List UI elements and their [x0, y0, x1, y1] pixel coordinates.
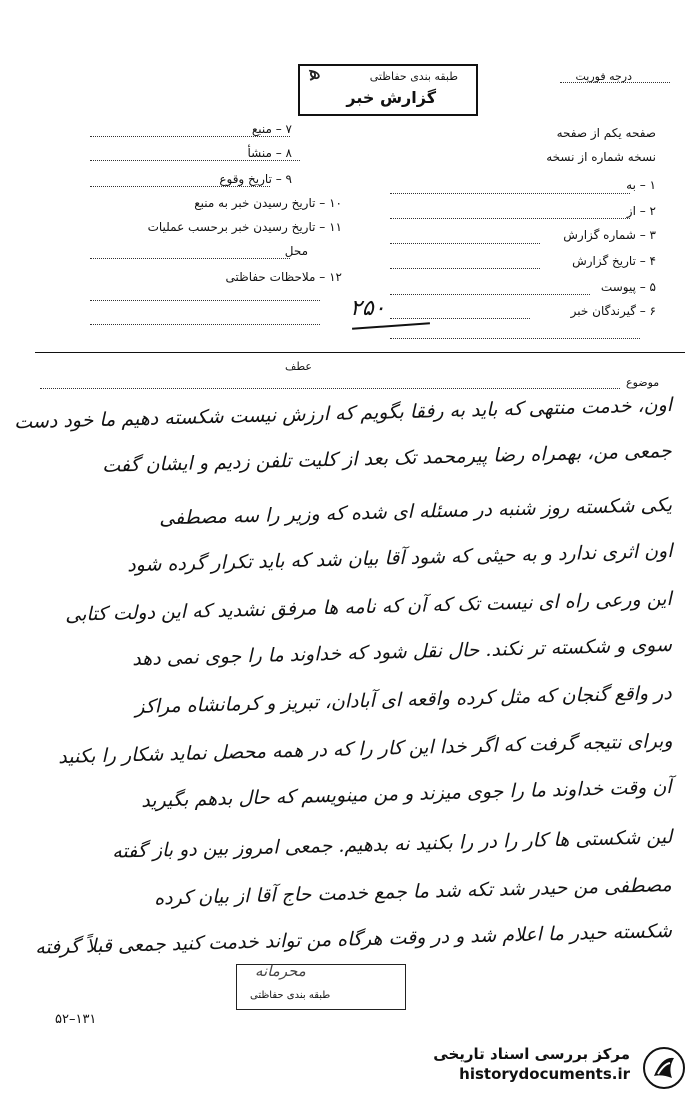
brand-name: مرکز بررسی اسناد تاریخی	[433, 1045, 630, 1063]
field-source: ۷ – منبع	[251, 122, 292, 136]
field-to: ۱ – به	[626, 178, 656, 192]
field-to-dots	[390, 193, 630, 194]
section-divider	[35, 352, 685, 353]
field-report-no: ۳ – شماره گزارش	[563, 228, 656, 242]
field-origin: ۸ – منشأ	[247, 146, 292, 160]
body-line-10: لین شکستی ها کار را در را بکنید نه بدهیم. جمعی امروز بین دو باز گفته	[111, 826, 673, 863]
classification-label: طبقه بندی حفاظتی	[369, 70, 458, 83]
brand-url[interactable]: historydocuments.ir	[459, 1065, 630, 1083]
body-line-6: سوی و شکسته تر نکند. حال نقل شود که خداوند ما را جوی نمی دهد	[132, 634, 673, 671]
urgency-line	[560, 82, 670, 83]
field-report-date: ۴ – تاریخ گزارش	[572, 254, 656, 268]
body-line-11: مصطفی من حیدر شد تکه شد ما جمع خدمت حاج آقا از بیان کرده	[154, 874, 673, 910]
field-event-date: ۹ – تاریخ وقوع	[219, 172, 292, 186]
field-origin-dots	[90, 160, 300, 161]
field-attachment-dots	[390, 294, 590, 295]
field-report-no-dots	[390, 243, 540, 244]
field-recipients-dots	[390, 318, 530, 319]
field-place: محل	[284, 244, 308, 258]
field-notes-dots-1	[90, 300, 320, 301]
confidential-stamp: محرمانه	[255, 962, 306, 980]
body-line-2: جمعی من، بهمراه رضا پیرمحمد تک بعد از کلیت تلفن زدیم و ایشان گفت	[102, 440, 673, 477]
handwritten-underline	[352, 322, 430, 329]
subject-label: موضوع	[626, 376, 660, 389]
body-line-3: یکی شکسته روز شنبه در مسئله ای شده که وزیر را سه مصطفی	[158, 494, 673, 530]
field-copy: نسخه شماره از نسخه	[546, 150, 656, 164]
field-security-notes: ۱۲ – ملاحظات حفاظتی	[225, 270, 342, 284]
field-from-dots	[390, 218, 630, 219]
branding	[420, 1045, 630, 1083]
field-report-date-dots	[390, 268, 540, 269]
subject-dots	[40, 388, 620, 389]
field-event-date-dots	[90, 186, 270, 187]
document-number: ۵۲–۱۳۱	[55, 1012, 97, 1027]
field-source-dots	[90, 136, 290, 137]
reference-label: عطف	[285, 360, 312, 373]
classification-box	[298, 64, 478, 116]
field-received-source: ۱۰ – تاریخ رسیدن خبر به منبع	[194, 196, 342, 210]
archive-logo-icon	[642, 1046, 686, 1090]
field-recipients: ۶ – گیرندگان خبر	[570, 304, 656, 318]
body-line-4: اون اثری ندارد و به حیثی که شود آقا بیان شد که باید تکرار گرده شود	[126, 540, 673, 577]
body-line-1: اون، خدمت منتهی که باید به رفقا بگویم که ارزش نیست شکسته دهیم ما خود دست	[13, 394, 673, 434]
field-attachment: ۵ – پیوست	[600, 280, 656, 294]
fold-mark: ﻫ	[304, 58, 324, 87]
field-place-dots	[90, 258, 290, 259]
page-title: گزارش خبر	[346, 88, 436, 107]
field-received-ops: ۱۱ – تاریخ رسیدن خبر برحسب عملیات	[147, 220, 342, 234]
body-line-12: شکسته حیدر ما اعلام شد و در وقت هرگاه من تواند خدمت کنید جمعی قبلاً گرفته	[35, 920, 673, 959]
urgency-label: درجه فوریت	[575, 70, 632, 83]
field-page: صفحه یکم از صفحه	[556, 126, 656, 140]
footer-classification-label: طبقه بندی حفاظتی	[250, 990, 331, 1001]
field-extra-dots	[390, 338, 640, 339]
field-notes-dots-2	[90, 324, 320, 325]
handwritten-number: ۲۵۰	[350, 296, 386, 321]
field-from: ۲ – از	[626, 204, 656, 218]
body-line-9: آن وقت خداوند ما را جوی میزند و من مینویسم که حال بدهم بگیرید	[141, 776, 673, 812]
body-line-8: وبرای نتیجه گرفت که اگر خدا این کار را که در همه محصل نماید شکار را بکنید	[57, 730, 673, 769]
body-line-7: در واقع گنجان که مثل کرده واقعه ای آبادان، تبریز و کرمانشاه مراکز	[135, 682, 673, 719]
body-line-5: این ورعی راه ای نیست تک که آن که نامه ها مرفق نشدید که این دولت کتابی	[65, 588, 673, 626]
